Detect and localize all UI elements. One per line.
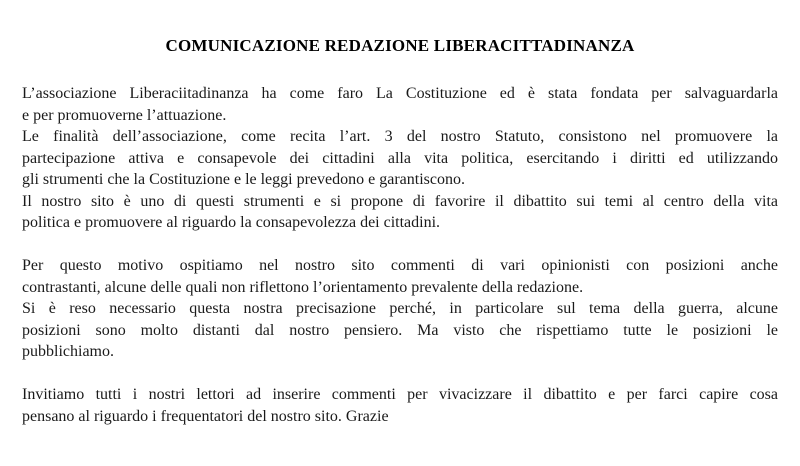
text-line: posizioni sono molto distanti dal nostro pensiero. Ma visto che rispettiamo tutte le posizioni le bbox=[22, 321, 778, 339]
document-body bbox=[22, 83, 778, 427]
text-line: pubblichiamo. bbox=[22, 343, 114, 360]
paragraph bbox=[22, 83, 778, 234]
text-line: Il nostro sito è uno di questi strumenti e si propone di favorire il dibattito sui temi al centro della vita bbox=[22, 192, 778, 210]
page-title: COMUNICAZIONE REDAZIONE LIBERACITTADINANZA bbox=[165, 36, 635, 55]
text-line: Per questo motivo ospitiamo nel nostro sito commenti di vari opinionisti con posizioni anche bbox=[22, 257, 778, 274]
text-line: politica e promuovere al riguardo la consapevolezza dei cittadini. bbox=[22, 214, 441, 231]
text-line: e per promuoverne l’attuazione. bbox=[22, 106, 227, 124]
text-line: contrastanti, alcune delle quali non riflettono l’orientamento prevalente della redazione. bbox=[22, 278, 584, 296]
text-line: Invitiamo tutti i nostri lettori ad inserire commenti per vivacizzare il dibattito e per farci capire cosa bbox=[22, 386, 778, 403]
paragraph bbox=[22, 384, 778, 427]
text-line: Le finalità dell’associazione, come recita l’art. 3 del nostro Statuto, consistono nel promuovere la bbox=[22, 128, 778, 145]
text-line: pensano al riguardo i frequentatori del nostro sito. Grazie bbox=[22, 407, 389, 425]
text-line: Si è reso necessario questa nostra precisazione perché, in particolare sul tema della guerra, alcune bbox=[22, 300, 778, 317]
text-line: gli strumenti che la Costituzione e le leggi prevedono e garantiscono. bbox=[22, 171, 465, 188]
text-line: L’associazione Liberaciitadinanza ha come faro La Costituzione ed è stata fondata per salvaguardarla bbox=[22, 85, 778, 102]
paragraph bbox=[22, 255, 778, 363]
text-line: partecipazione attiva e consapevole dei cittadini alla vita politica, esercitando i diritti ed utilizzando bbox=[22, 149, 778, 167]
